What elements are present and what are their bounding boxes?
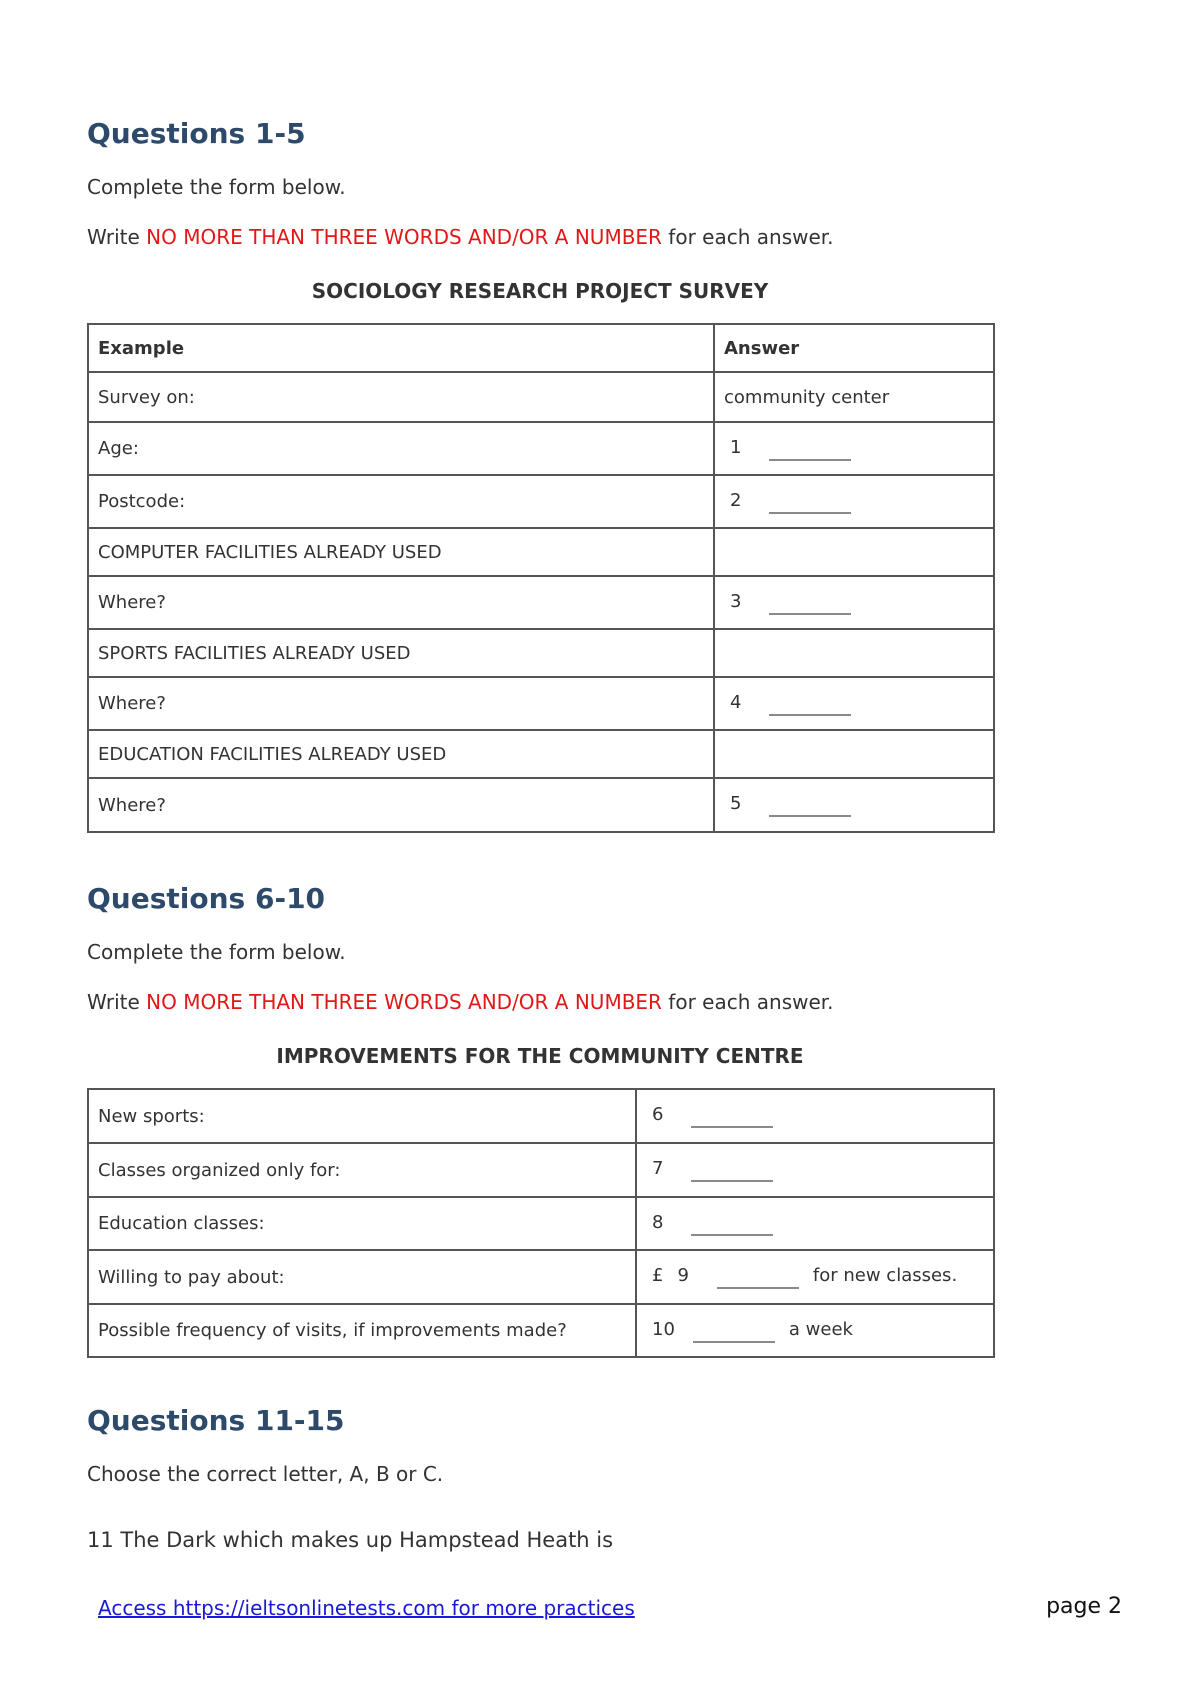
table-row	[88, 475, 994, 528]
row-label: Willing to pay about:	[88, 1250, 636, 1304]
question-number: 1	[730, 436, 742, 458]
table-row	[88, 1304, 994, 1357]
table-row	[88, 372, 994, 422]
survey-table	[87, 323, 995, 833]
page-number: page 2	[1046, 1594, 1122, 1619]
section-1-word-limit	[87, 225, 834, 249]
question-number: 9	[677, 1265, 689, 1286]
word-limit-prefix: Write	[87, 990, 147, 1014]
answer-cell-10	[636, 1304, 994, 1357]
row-empty-cell	[714, 730, 994, 778]
word-limit-prefix: Write	[87, 225, 147, 249]
survey-table-header-row	[88, 324, 994, 372]
answer-blank-8[interactable]	[691, 1234, 773, 1236]
answer-cell-2	[714, 475, 994, 528]
row-label: EDUCATION FACILITIES ALREADY USED	[88, 730, 714, 778]
answer-cell-8	[636, 1197, 994, 1250]
improvements-table-title: IMPROVEMENTS FOR THE COMMUNITY CENTRE	[276, 1044, 804, 1068]
table-row	[88, 778, 994, 832]
table-row	[88, 528, 994, 576]
table-row	[88, 677, 994, 730]
answer-blank-1[interactable]	[769, 459, 851, 461]
section-1-instruction: Complete the form below.	[87, 175, 346, 199]
header-example: Example	[88, 324, 714, 372]
answer-suffix: a week	[788, 1318, 853, 1340]
table-row	[88, 1089, 994, 1143]
section-3-instruction: Choose the correct letter, A, B or C.	[87, 1462, 444, 1486]
answer-cell-3	[714, 576, 994, 629]
answer-cell-5	[714, 778, 994, 832]
question-number: 6	[652, 1104, 664, 1125]
answer-blank-9[interactable]	[717, 1287, 799, 1289]
table-row	[88, 1197, 994, 1250]
word-limit-suffix: for each answer.	[661, 990, 834, 1014]
row-label: Age:	[88, 422, 714, 475]
answer-blank-5[interactable]	[769, 815, 851, 817]
row-label: Survey on:	[88, 372, 714, 422]
answer-cell-6	[636, 1089, 994, 1143]
answer-blank-2[interactable]	[769, 512, 851, 514]
section-2-word-limit	[87, 990, 834, 1014]
row-label: Where?	[88, 677, 714, 730]
answer-cell-4	[714, 677, 994, 730]
section-2-heading: Questions 6-10	[87, 882, 326, 915]
answer-cell-1	[714, 422, 994, 475]
question-number: 2	[730, 489, 742, 511]
row-label: Postcode:	[88, 475, 714, 528]
improvements-table	[87, 1088, 995, 1358]
footer-practice-link[interactable]: Access https://ieltsonlinetests.com for more practices	[98, 1596, 635, 1620]
row-label: Education classes:	[88, 1197, 636, 1250]
word-limit-suffix: for each answer.	[661, 225, 834, 249]
row-label: Where?	[88, 778, 714, 832]
answer-blank-6[interactable]	[691, 1126, 773, 1128]
question-number: 7	[652, 1158, 664, 1179]
row-answer: community center	[714, 372, 994, 422]
word-limit-emphasis: NO MORE THAN THREE WORDS AND/OR A NUMBER	[146, 225, 662, 249]
answer-blank-10[interactable]	[693, 1341, 775, 1343]
currency-symbol: £	[652, 1265, 664, 1286]
word-limit-emphasis: NO MORE THAN THREE WORDS AND/OR A NUMBER	[146, 990, 662, 1014]
row-label: Where?	[88, 576, 714, 629]
answer-blank-3[interactable]	[769, 613, 851, 615]
row-empty-cell	[714, 528, 994, 576]
row-label: COMPUTER FACILITIES ALREADY USED	[88, 528, 714, 576]
survey-table-title: SOCIOLOGY RESEARCH PROJECT SURVEY	[311, 279, 769, 303]
section-2-instruction: Complete the form below.	[87, 940, 346, 964]
answer-suffix: for new classes.	[812, 1265, 958, 1286]
table-row	[88, 629, 994, 677]
table-row	[88, 576, 994, 629]
table-row	[88, 1143, 994, 1197]
section-1-heading: Questions 1-5	[87, 117, 306, 150]
question-number: 5	[730, 793, 742, 814]
row-label: Classes organized only for:	[88, 1143, 636, 1197]
row-label: SPORTS FACILITIES ALREADY USED	[88, 629, 714, 677]
answer-cell-7	[636, 1143, 994, 1197]
answer-blank-7[interactable]	[691, 1180, 773, 1182]
table-row	[88, 1250, 994, 1304]
table-row	[88, 422, 994, 475]
section-3-heading: Questions 11-15	[87, 1404, 345, 1437]
question-11-text: 11 The Dark which makes up Hampstead Heath is	[87, 1528, 614, 1552]
question-number: 10	[652, 1318, 675, 1340]
question-number: 4	[730, 691, 742, 713]
row-label: Possible frequency of visits, if improvements made?	[88, 1304, 636, 1357]
table-row	[88, 730, 994, 778]
row-label: New sports:	[88, 1089, 636, 1143]
question-number: 3	[730, 590, 742, 612]
question-number: 8	[652, 1211, 664, 1233]
row-empty-cell	[714, 629, 994, 677]
header-answer: Answer	[714, 324, 994, 372]
answer-cell-9	[636, 1250, 994, 1304]
answer-blank-4[interactable]	[769, 714, 851, 716]
